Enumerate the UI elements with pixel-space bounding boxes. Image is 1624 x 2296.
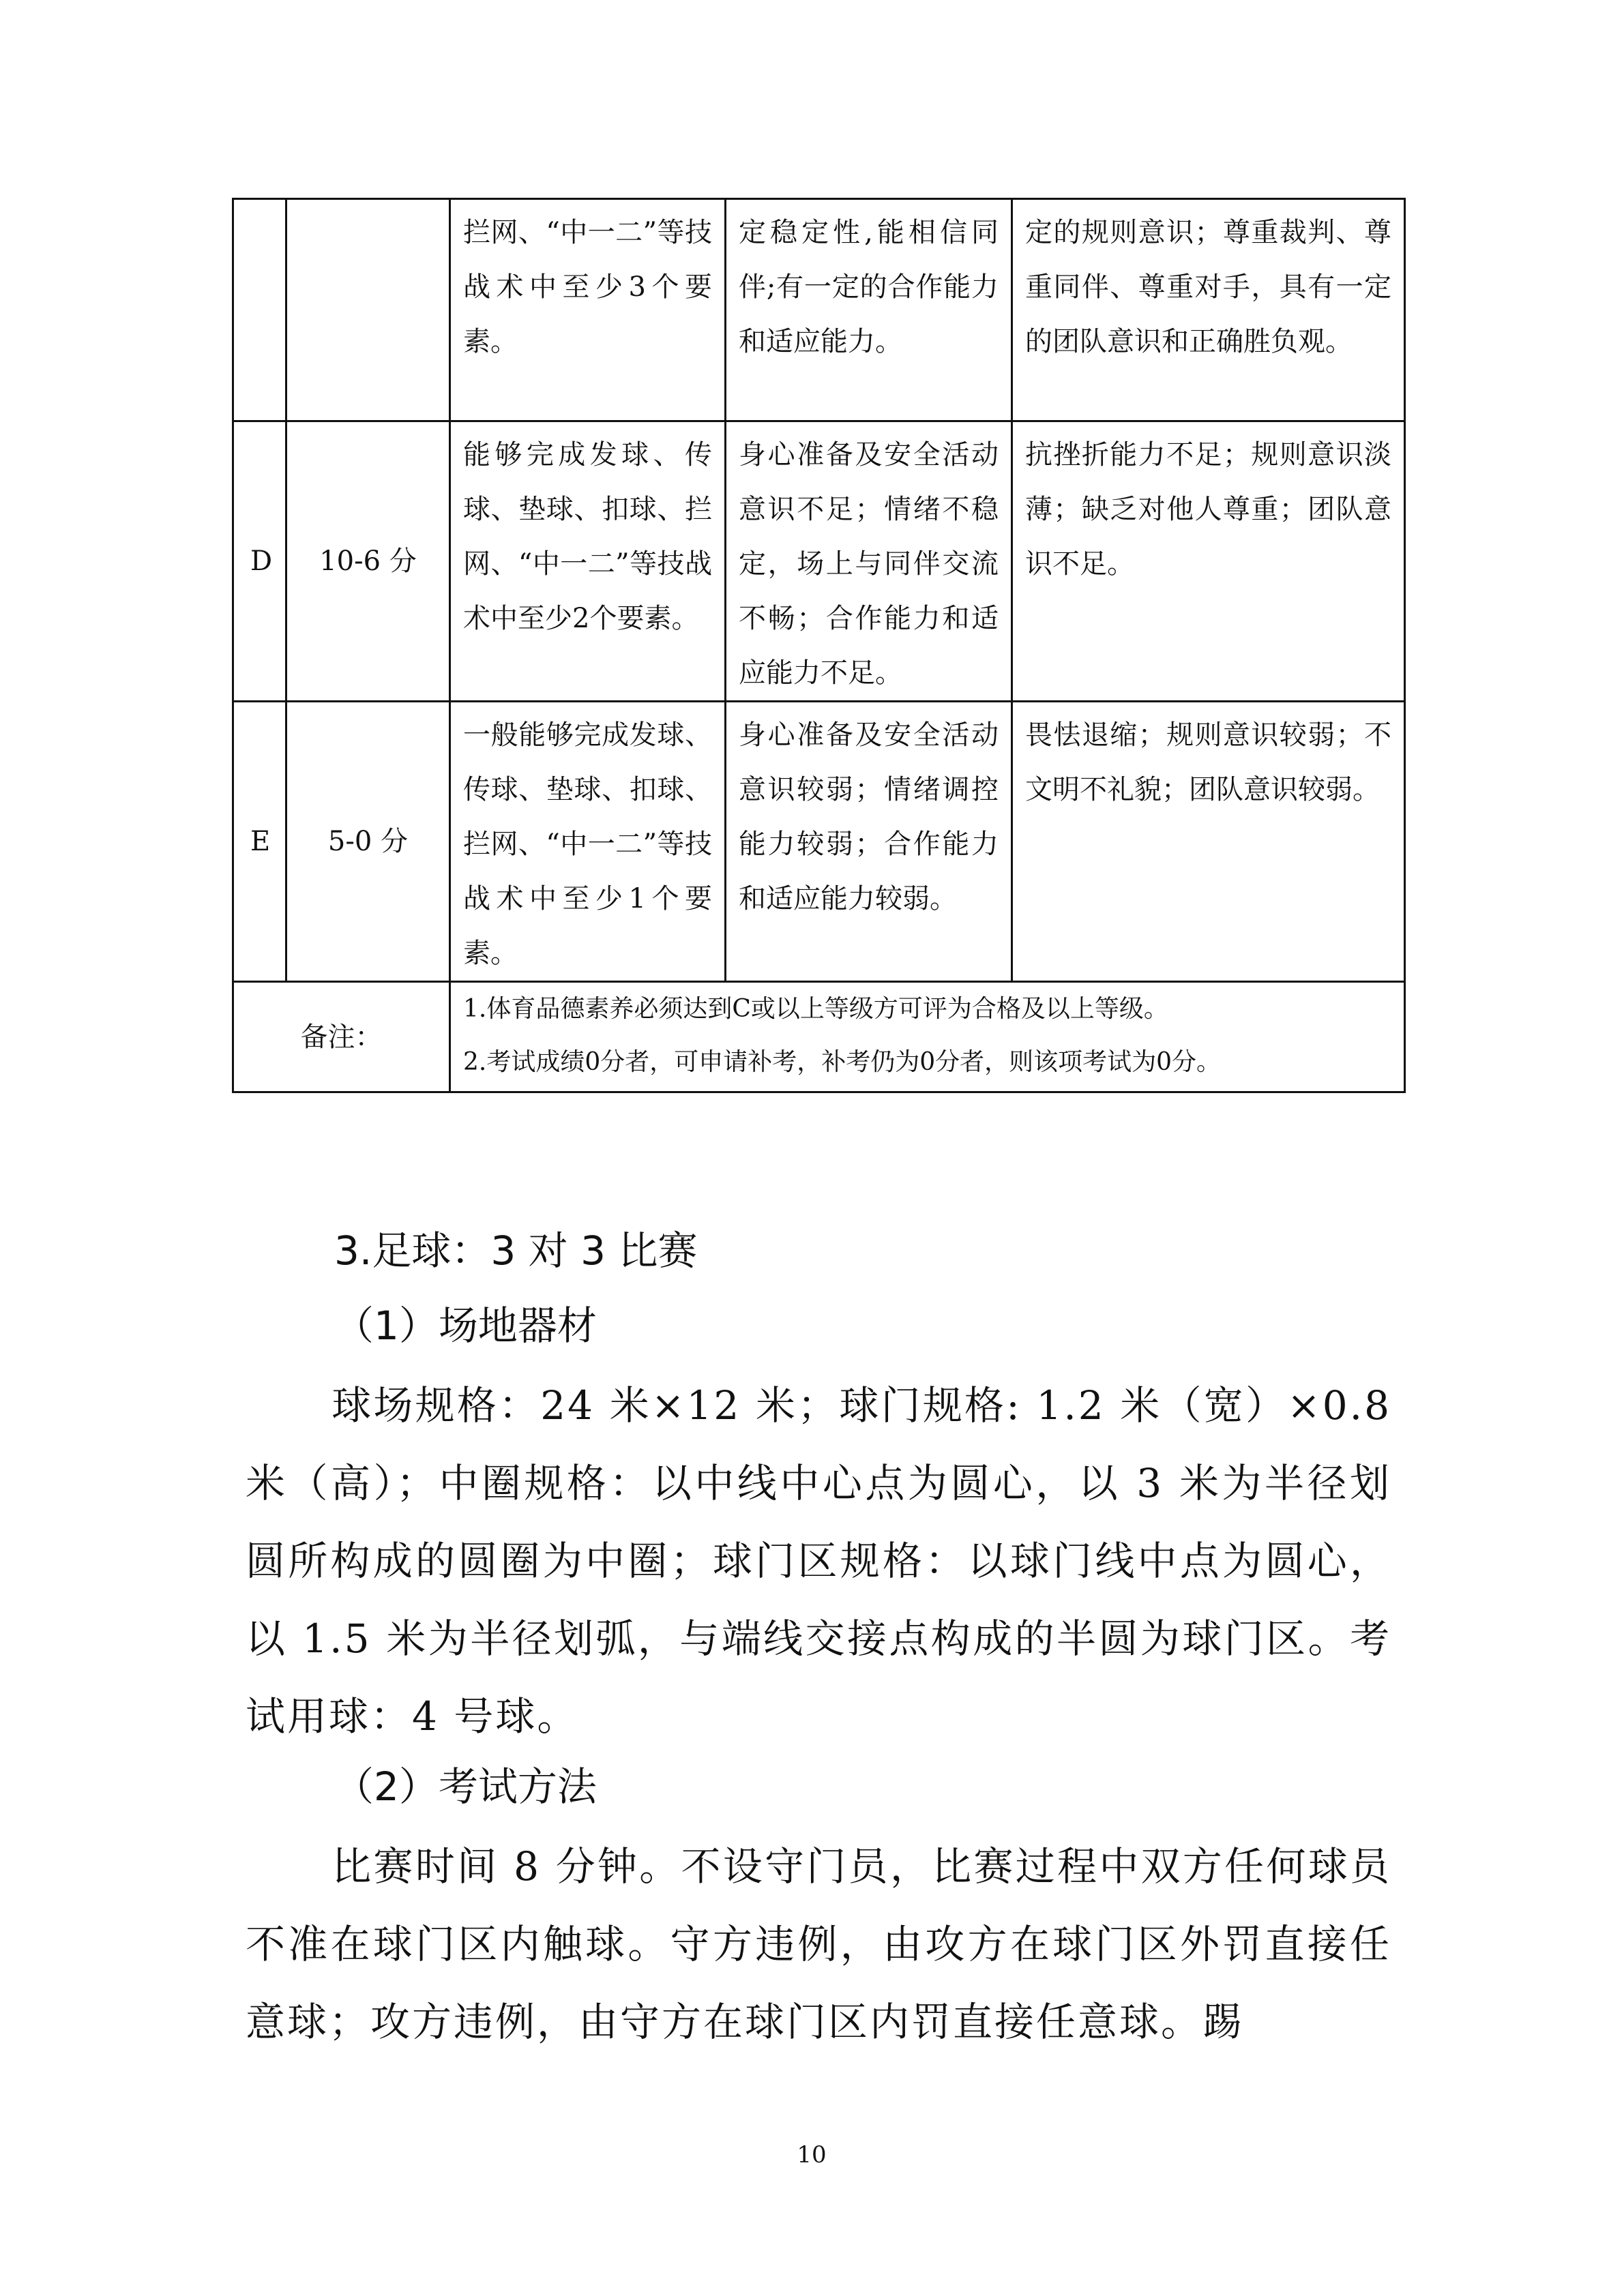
moral-text: 定的规则意识；尊重裁判、尊重同伴、尊重对手，具有一定的团队意识和正确胜负观。 <box>1025 217 1391 357</box>
mental-cell <box>726 199 1012 421</box>
mental-text: 身心准备及安全活动意识较弱；情绪调控能力较弱；合作能力和适应能力较弱。 <box>739 719 999 914</box>
skill-text: 拦网、“中一二”等技战术中至少3个要素。 <box>463 217 712 357</box>
subsection-title-venue: （1）场地器材 <box>334 1302 597 1349</box>
table-row <box>233 199 1405 421</box>
skill-cell <box>450 702 726 982</box>
remarks-label: 备注： <box>233 982 450 1092</box>
score-cell: 5-0 分 <box>286 702 450 982</box>
table-row <box>233 702 1405 982</box>
skill-cell <box>450 421 726 702</box>
moral-text: 抗挫折能力不足；规则意识淡薄；缺乏对他人尊重；团队意识不足。 <box>1025 439 1391 580</box>
subsection-title-method: （2）考试方法 <box>334 1763 597 1810</box>
moral-cell <box>1012 199 1405 421</box>
paragraph-method <box>246 1828 1391 2061</box>
mental-cell <box>726 702 1012 982</box>
moral-cell <box>1012 421 1405 702</box>
grading-table <box>232 198 1406 1093</box>
remarks-row <box>233 982 1405 1092</box>
remark-line-2: 2.考试成绩0分者，可申请补考，补考仍为0分者，则该项考试为0分。 <box>463 1048 1222 1076</box>
moral-cell <box>1012 702 1405 982</box>
remark-line-1: 1.体育品德素养必须达到C或以上等级方可评为合格及以上等级。 <box>463 995 1168 1023</box>
level-cell: D <box>233 421 286 702</box>
skill-cell <box>450 199 726 421</box>
table-row <box>233 421 1405 702</box>
page-number: 10 <box>797 2141 827 2168</box>
score-cell <box>286 199 450 421</box>
level-cell <box>233 199 286 421</box>
section-title: 3.足球：3 对 3 比赛 <box>334 1227 698 1274</box>
skill-text: 一般能够完成发球、传球、垫球、扣球、拦网、“中一二”等技战术中至少1个要素。 <box>463 719 712 969</box>
score-cell: 10-6 分 <box>286 421 450 702</box>
mental-text: 身心准备及安全活动意识不足；情绪不稳定，场上与同伴交流不畅；合作能力和适应能力不足。 <box>739 439 999 689</box>
mental-text: 定稳定性,能相信同伴;有一定的合作能力和适应能力。 <box>739 217 999 357</box>
paragraph-venue <box>246 1367 1391 1755</box>
remarks-cell <box>450 982 1405 1092</box>
mental-cell <box>726 421 1012 702</box>
level-cell: E <box>233 702 286 982</box>
paragraph-venue-text: 球场规格：24 米×12 米；球门规格: 1.2 米（宽）×0.8 米（高）；中圈规格：以中线中心点为圆心，以 3 米为半径划圆所构成的圆圈为中圈；球门区规格：以球门线中点为圆心，以 1.5 米为半径划弧，与端线交接点构成的半圆为球门区。考试用球：4 号球。 <box>246 1382 1391 1740</box>
skill-text: 能够完成发球、传球、垫球、扣球、拦网、“中一二”等技战术中至少2个要素。 <box>463 439 712 634</box>
moral-text: 畏怯退缩；规则意识较弱；不文明不礼貌；团队意识较弱。 <box>1025 719 1391 805</box>
paragraph-method-text: 比赛时间 8 分钟。不设守门员，比赛过程中双方任何球员不准在球门区内触球。守方违例，由攻方在球门区外罚直接任意球；攻方违例，由守方在球门区内罚直接任意球。踢 <box>246 1843 1391 2045</box>
